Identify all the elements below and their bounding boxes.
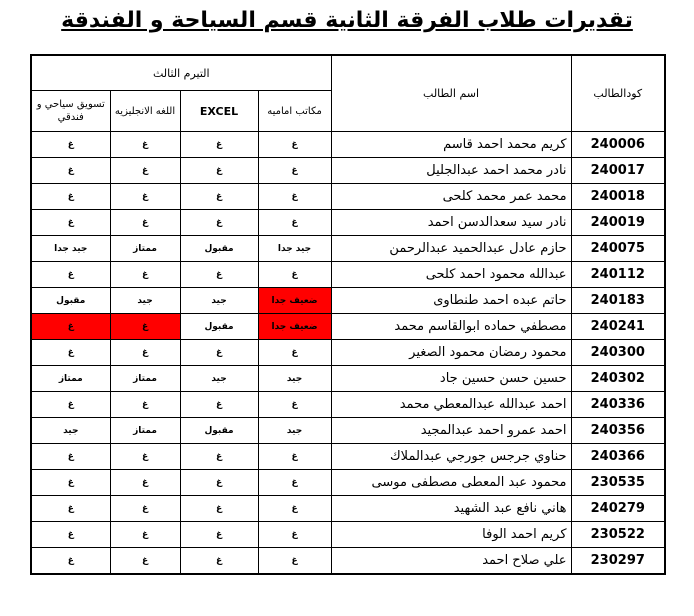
student-name: علي صلاح احمد <box>331 548 571 575</box>
student-code: 240183 <box>571 288 665 314</box>
student-name: محمود رمضان محمود الصغير <box>331 340 571 366</box>
student-code: 240019 <box>571 210 665 236</box>
grade-cell: ضعيف جدا <box>258 314 331 340</box>
student-name: مصطفي حماده ابوالقاسم محمد <box>331 314 571 340</box>
table-row <box>31 548 665 575</box>
grade-cell: غ <box>110 158 180 184</box>
grade-cell: غ <box>258 210 331 236</box>
student-code: 230297 <box>571 548 665 575</box>
student-code: 240336 <box>571 392 665 418</box>
student-name: احمد عمرو احمد عبدالمجيد <box>331 418 571 444</box>
grade-cell: غ <box>180 340 258 366</box>
student-name: حازم عادل عبدالحميد عبدالرحمن <box>331 236 571 262</box>
student-name: هاني نافع عبد الشهيد <box>331 496 571 522</box>
student-code: 240018 <box>571 184 665 210</box>
student-name: حناوي جرجس جورجي عبدالملاك <box>331 444 571 470</box>
grade-cell: غ <box>258 392 331 418</box>
grade-cell: غ <box>110 262 180 288</box>
grade-cell: غ <box>180 262 258 288</box>
grade-cell: غ <box>31 184 110 210</box>
table-row <box>31 366 665 392</box>
grade-cell: ضعيف جدا <box>258 288 331 314</box>
grade-cell: غ <box>258 496 331 522</box>
grade-cell: غ <box>258 262 331 288</box>
grade-cell: غ <box>258 522 331 548</box>
grade-cell: غ <box>31 470 110 496</box>
header-student-name: اسم الطالب <box>331 55 571 132</box>
student-name: عبدالله محمود احمد كلحى <box>331 262 571 288</box>
grade-cell: غ <box>180 184 258 210</box>
student-code: 230535 <box>571 470 665 496</box>
grade-cell: غ <box>110 392 180 418</box>
table-row <box>31 470 665 496</box>
grade-cell: غ <box>31 158 110 184</box>
grade-cell: غ <box>31 314 110 340</box>
student-name: نادر محمد احمد عبدالجليل <box>331 158 571 184</box>
grade-cell: غ <box>180 470 258 496</box>
student-code: 240302 <box>571 366 665 392</box>
table-row <box>31 210 665 236</box>
student-code: 240017 <box>571 158 665 184</box>
student-code: 240356 <box>571 418 665 444</box>
table-row <box>31 236 665 262</box>
header-subject-marketing: تسويق سياحي و فندقي <box>31 91 110 132</box>
grade-cell: غ <box>31 392 110 418</box>
grade-cell: غ <box>258 470 331 496</box>
grade-cell: جيد <box>31 418 110 444</box>
grade-cell: غ <box>110 132 180 158</box>
student-code: 240279 <box>571 496 665 522</box>
grade-cell: غ <box>180 496 258 522</box>
table-row <box>31 184 665 210</box>
student-name: حسين حسن حسين جاد <box>331 366 571 392</box>
student-code: 240112 <box>571 262 665 288</box>
grade-cell: غ <box>31 210 110 236</box>
grade-cell: غ <box>31 444 110 470</box>
header-student-code: كودالطالب <box>571 55 665 132</box>
grade-cell: جيد <box>110 288 180 314</box>
grades-table <box>30 54 666 575</box>
header-subject-excel: EXCEL <box>180 91 258 132</box>
table-row <box>31 132 665 158</box>
table-row <box>31 262 665 288</box>
student-name: حاتم عبده احمد طنطاوى <box>331 288 571 314</box>
grade-cell: جيد جدا <box>31 236 110 262</box>
grade-cell: ممتاز <box>110 236 180 262</box>
student-name: كريم احمد الوفا <box>331 522 571 548</box>
grade-cell: غ <box>180 522 258 548</box>
grade-cell: غ <box>258 184 331 210</box>
table-row <box>31 340 665 366</box>
grade-cell: غ <box>110 184 180 210</box>
grade-cell: ممتاز <box>110 366 180 392</box>
grade-cell: غ <box>110 314 180 340</box>
student-name: محمود عبد المعطى مصطفى موسى <box>331 470 571 496</box>
grade-cell: غ <box>31 496 110 522</box>
grade-cell: غ <box>258 158 331 184</box>
grade-cell: ممتاز <box>31 366 110 392</box>
grade-cell: غ <box>258 444 331 470</box>
grade-cell: جيد <box>258 366 331 392</box>
grade-cell: غ <box>110 496 180 522</box>
student-code: 240241 <box>571 314 665 340</box>
grade-cell: غ <box>180 548 258 575</box>
header-subject-front-office: مكاتب اماميه <box>258 91 331 132</box>
grade-cell: غ <box>180 444 258 470</box>
grade-cell: جيد <box>180 288 258 314</box>
student-code: 240300 <box>571 340 665 366</box>
grade-cell: مقبول <box>180 418 258 444</box>
grade-cell: غ <box>180 392 258 418</box>
grade-cell: جيد <box>258 418 331 444</box>
table-row <box>31 444 665 470</box>
student-code: 240006 <box>571 132 665 158</box>
grade-cell: غ <box>110 340 180 366</box>
grade-cell: غ <box>180 158 258 184</box>
grade-cell: غ <box>31 548 110 575</box>
grade-cell: جيد جدا <box>258 236 331 262</box>
grade-cell: مقبول <box>180 314 258 340</box>
grade-cell: غ <box>31 132 110 158</box>
table-row <box>31 522 665 548</box>
grade-cell: غ <box>110 522 180 548</box>
grade-cell: جيد <box>180 366 258 392</box>
student-code: 230522 <box>571 522 665 548</box>
grade-cell: غ <box>110 548 180 575</box>
grade-cell: غ <box>110 444 180 470</box>
table-row <box>31 288 665 314</box>
table-row <box>31 314 665 340</box>
table-row <box>31 392 665 418</box>
table-row <box>31 418 665 444</box>
grade-cell: غ <box>31 522 110 548</box>
student-name: كريم محمد احمد قاسم <box>331 132 571 158</box>
grade-cell: غ <box>110 210 180 236</box>
grade-cell: غ <box>258 132 331 158</box>
grade-cell: غ <box>180 210 258 236</box>
grade-cell: غ <box>258 340 331 366</box>
student-name: نادر سيد سعدالدسن احمد <box>331 210 571 236</box>
grade-cell: ممتاز <box>110 418 180 444</box>
grade-cell: غ <box>31 262 110 288</box>
grade-cell: غ <box>31 340 110 366</box>
student-code: 240366 <box>571 444 665 470</box>
table-row <box>31 496 665 522</box>
grade-cell: مقبول <box>180 236 258 262</box>
student-name: احمد عبدالله عبدالمعطي محمد <box>331 392 571 418</box>
grade-cell: غ <box>110 470 180 496</box>
page-title: تقديرات طلاب الفرقة الثانية قسم السياحة و الفندقة <box>61 8 633 33</box>
student-code: 240075 <box>571 236 665 262</box>
grade-cell: غ <box>258 548 331 575</box>
grade-cell: مقبول <box>31 288 110 314</box>
table-row <box>31 158 665 184</box>
header-subject-english: اللغه الانجليزيه <box>110 91 180 132</box>
grade-cell: غ <box>180 132 258 158</box>
student-name: محمد عمر محمد كلحى <box>331 184 571 210</box>
header-term: التيرم الثالث <box>31 55 331 91</box>
student-rows <box>31 132 665 575</box>
